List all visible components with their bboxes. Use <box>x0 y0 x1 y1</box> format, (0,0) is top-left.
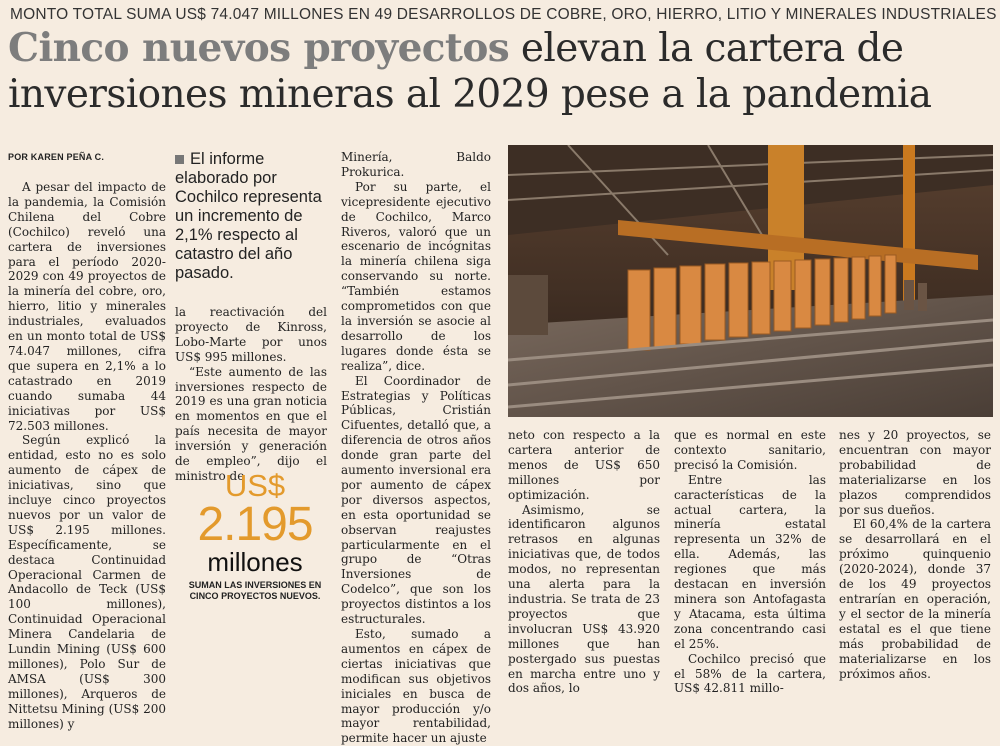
byline: POR KAREN PEÑA C. <box>8 152 105 162</box>
paragraph: Asimismo, se identificaron algunos retrasos en algunas iniciativas que, de todos modos, no representan una alerta para la industria. Se trata de 23 proyectos que involucran US$ 43.920 millones que han postergado sus puestas en marcha entre uno y dos años, lo <box>508 502 660 696</box>
big-figure <box>180 470 330 602</box>
column-3 <box>341 150 491 746</box>
kicker: MONTO TOTAL SUMA US$ 74.047 MILLONES EN 49 DESARROLLOS DE COBRE, ORO, HIERRO, LITIO Y MINERALES INDUSTRIALES <box>10 6 997 23</box>
pull-quote-text: El informe elaborado por Cochilco representa un incremento de 2,1% respecto al catastro del año pasado. <box>175 150 322 282</box>
big-figure-number: 2.195 <box>197 498 313 551</box>
column-2 <box>175 305 327 484</box>
paragraph: Esto, sumado a aumentos en cápex de ciertas iniciativas que modifican sus objetivos iniciales en busca de mayor producción y/o mayor rentabilidad, permite hacer un ajuste <box>341 627 491 746</box>
headline-rest: elevan la cartera de inversiones mineras al 2029 pese a la pandemia <box>8 26 932 117</box>
paragraph: A pesar del impacto de la pandemia, la Comisión Chilena del Cobre (Cochilco) reveló una cartera de inversiones para el período 2020-2029 con 49 proyectos de la minería del cobre, oro, hierro, litio y minerales industriales, evaluados en un monto total de US$ 74.047 millones, cifra que supera en 2,1% a lo catastrado en 2019 cuando sumaba 44 iniciativas por US$ 72.503 millones. <box>8 180 166 433</box>
paragraph: nes y 20 proyectos, se encuentran con mayor probabilidad de materializarse en los plazos comprendidos por sus dueños. <box>839 428 991 517</box>
column-6 <box>839 428 991 681</box>
square-bullet-icon <box>175 155 184 164</box>
big-figure-caption: SUMAN LAS INVERSIONES EN CINCO PROYECTOS NUEVOS. <box>188 580 322 601</box>
column-4 <box>508 428 660 696</box>
electrowinning-plant-illustration <box>508 145 993 417</box>
paragraph: que es normal en este contexto sanitario, precisó la Comisión. <box>674 428 826 472</box>
mining-plant-photo <box>508 145 993 417</box>
paragraph: la reactivación del proyecto de Kinross, Lobo-Marte por unos US$ 995 millones. <box>175 305 327 364</box>
pull-quote <box>175 150 325 283</box>
column-5 <box>674 428 826 696</box>
headline <box>8 25 998 118</box>
paragraph: Según explicó la entidad, esto no es solo aumento de cápex de iniciativas, sino que incluye cinco proyectos nuevos por un valor de US$ 2.195 millones. Específicamente, se destaca Continuidad Operacional Carmen de Andacollo de Teck (US$ 100 millones), Continuidad Operacional Minera Candelaria de Lundin Mining (US$ 600 millones), Polo Sur de AMSA (US$ 300 millones), Arqueros de Nittetsu Mining (US$ 200 millones) y <box>8 433 166 731</box>
big-figure-currency: US$ <box>224 468 286 503</box>
paragraph: Cochilco precisó que el 58% de la cartera, US$ 42.811 millo- <box>674 651 826 696</box>
paragraph: neto con respecto a la cartera anterior de menos de US$ 650 millones por optimización. <box>508 428 660 502</box>
paragraph: El Coordinador de Estrategias y Políticas Públicas, Cristián Cifuentes, detalló que, a diferencia de otros años donde gran parte del aumento inversional era por aumento de cápex por diversos aspectos, en esta oportunidad se observan reajustes particularmente en el grupo de “Otras Inversiones de Codelco”, que son los proyectos distintos a los estructurales. <box>341 373 491 627</box>
paragraph: “Este aumento de las inversiones respecto de 2019 es una gran noticia en momentos en que el país necesita de mayor inversión y generación de empleo”, dijo el ministro de <box>175 364 327 483</box>
headline-bold: Cinco nuevos proyectos <box>8 25 510 71</box>
paragraph: Entre las características de la actual cartera, la minería estatal representa un 32% de ella. Además, las regiones que más destacan en inversión minera son Antofagasta y Atacama, esta última zona concentrando casi el 25%. <box>674 472 826 651</box>
paragraph: El 60,4% de la cartera se desarrollará en el próximo quinquenio (2020-2024), donde 37 de los 49 proyectos entrarían en operación, y el sector de la minería estatal es el que tiene más probabilidad de materializarse en los próximos años. <box>839 517 991 681</box>
column-1 <box>8 180 166 732</box>
paragraph: Minería, Baldo Prokurica. <box>341 150 491 179</box>
paragraph: Por su parte, el vicepresidente ejecutivo de Cochilco, Marco Riveros, valoró que un escenario de incógnitas la minería chilena siga conservando su norte. “También estamos comprometidos con que la inversión se asocie al desarrollo de los lugares donde ésta se realiza”, dice. <box>341 179 491 373</box>
big-figure-unit: millones <box>207 547 303 577</box>
